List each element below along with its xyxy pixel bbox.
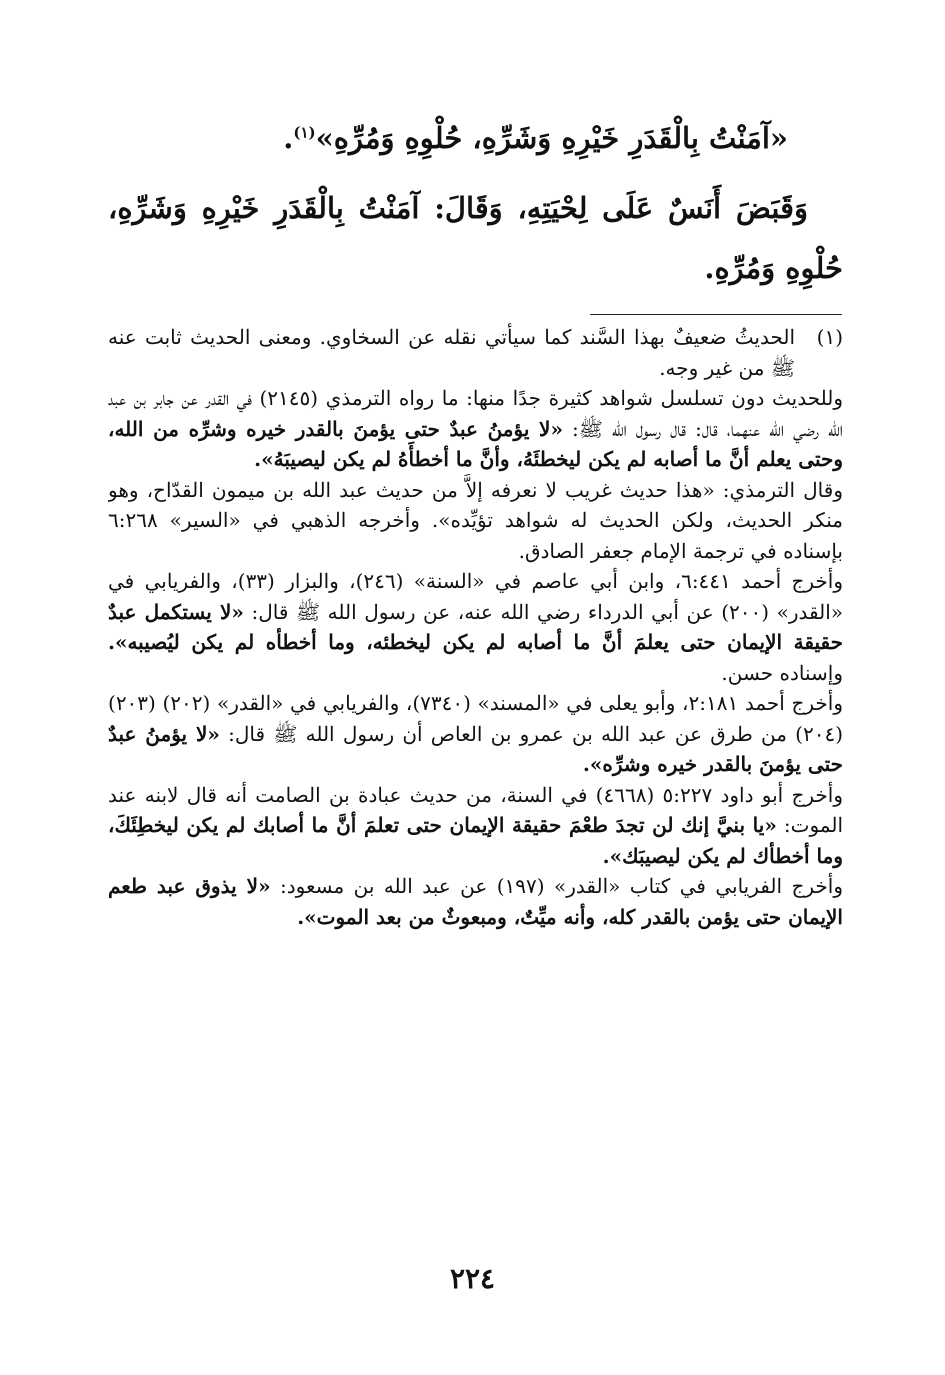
- quote-end: .: [283, 121, 294, 155]
- citation-text: وأخرج الفريابي في كتاب «القدر» (١٩٧) عن عبد الله بن مسعود:: [270, 874, 843, 898]
- citation-text: وأخرج أبو داود ٥:٢٢٧ (٤٦٦٨) في السنة، من حديث عبادة بن الصامت أنه قال لابنه عند الموت:: [108, 782, 843, 837]
- footnote-1: [108, 322, 843, 383]
- footnote-paragraph-3: وقال الترمذي: «هذا حديث غريب لا نعرفه إلاَّ من حديث عبد الله بن ميمون القدّاح، وهو منكر الحديث، ولكن الحديث له شواهد تؤيِّده». وأخرجه الذهبي في «السير» ٦:٢٦٨ بإسناده في ترجمة الإمام جعفر الصادق.: [108, 477, 843, 563]
- footnote-paragraph-2: [108, 383, 843, 475]
- citation-text: وأخرج أحمد ٢:١٨١، وأبو يعلى في «المسند» (٧٣٤٠)، والفريابي في «القدر» (٢٠٢) (٢٠٣) (٢٠٤) من طرق عن عبد الله بن عمرو بن العاص أن رسول الله ﷺ قال:: [108, 691, 843, 746]
- hadith-quote: [108, 108, 843, 168]
- hadith-text: «يا بنيَّ إنك لن تجدَ طعْمَ حقيقة الإيمان حتى تعلمَ أنَّ ما أصابك لم يكن ليخطِئَكَ، وما أخطأك لم يكن ليصيبَك».: [108, 813, 843, 868]
- hadith-text: «لا يؤمنُ عبدٌ حتى يؤمنَ بالقدر خيره وشرِّه».: [108, 721, 843, 776]
- footnote-paragraph-7: [108, 871, 843, 932]
- main-text: [108, 108, 843, 298]
- page-number: ٢٢٤: [449, 1262, 496, 1295]
- hadith-text: «لا يستكمل عبدٌ حقيقة الإيمان حتى يعلمَ أنَّ ما أصابه لم يكن ليخطئه، وما أخطأه لم يكن ليُصيبه».: [108, 599, 843, 654]
- footnote-paragraph-6: [108, 780, 843, 872]
- citation-text: وأخرج أحمد ٦:٤٤١، وابن أبي عاصم في «السنة» (٢٤٦)، والبزار (٣٣)، والفريابي في «القدر» (٢٠٠) عن أبي الدرداء رضي الله عنه، عن رسول الله ﷺ قال:: [108, 569, 843, 624]
- footnote-paragraph-1: الحديثُ ضعيفٌ بهذا السَّند كما سيأتي نقله عن السخاوي. ومعنى الحديث ثابت عنه ﷺ من غير وجه.: [108, 325, 795, 380]
- narration-paragraph: وَقَبَضَ أَنَسٌ عَلَى لِحْيَتِهِ، وَقَالَ: آمَنْتُ بِالْقَدَرِ خَيْرِهِ وَشَرِّهِ، حُلْوِهِ وَمُرِّهِ.: [108, 191, 843, 285]
- footnote-number: (١): [816, 325, 843, 349]
- footnote-separator: [590, 314, 842, 315]
- hadith-text: «لا يؤمنُ عبدٌ حتى يؤمنَ بالقدر خيره وشرِّه من الله، وحتى يعلم أنَّ ما أصابه لم يكن ليخطئَهُ، وأنَّ ما أخطأَهُ لم يكن ليصيبَهُ».: [108, 416, 843, 471]
- hadith-text: «لا يذوق عبد طعم الإيمان حتى يؤمن بالقدر كله، وأنه ميِّتٌ، ومبعوثٌ من بعد الموت».: [108, 874, 843, 929]
- grading-text: وإسناده حسن.: [721, 660, 843, 685]
- footnote-marker: (١): [293, 123, 316, 142]
- footnote-paragraph-4: [108, 566, 843, 688]
- footnote-paragraph-5: [108, 688, 843, 780]
- quote-text: «آمَنْتُ بِالْقَدَرِ خَيْرِهِ وَشَرِّهِ، حُلْوِهِ وَمُرِّهِ»: [315, 121, 788, 155]
- citation-text: وللحديث دون تسلسل شواهد كثيرة جدًا منها: ما رواه الترمذي (٢١٤٥) في القدر عن جابر بن عبد الله رضي الله عنهما، قال: قال رسول الله ﷺ:: [108, 386, 843, 441]
- footnotes: [108, 322, 843, 1222]
